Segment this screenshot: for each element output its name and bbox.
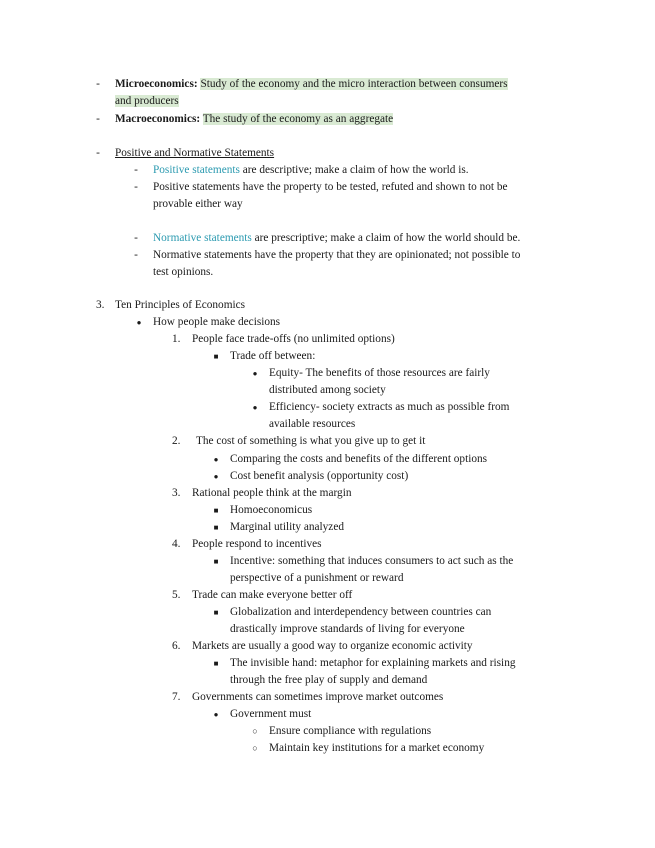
statements-heading: Positive and Normative Statements	[115, 147, 275, 159]
principle-6: Markets are usually a good way to organize economic activity	[192, 640, 473, 652]
p2-b: Cost benefit analysis (opportunity cost)	[230, 470, 409, 482]
disc-bullet: ●	[213, 710, 219, 719]
p6-a-line2: through the free play of supply and demand	[230, 674, 428, 686]
dash-bullet: -	[96, 147, 100, 159]
p1-equity-line2: distributed among society	[269, 384, 386, 396]
disc-bullet: ●	[252, 369, 258, 378]
num-2: 2.	[172, 435, 181, 447]
positive-term-link[interactable]: Positive statements	[153, 164, 240, 176]
dash-bullet: -	[134, 232, 138, 244]
macro-term: Macroeconomics:	[115, 113, 201, 125]
p7-a2: Maintain key institutions for a market economy	[269, 742, 485, 754]
dash-bullet: -	[96, 113, 100, 125]
disc-bullet: ●	[213, 455, 219, 464]
num-7: 7.	[172, 691, 181, 703]
principles-heading: Ten Principles of Economics	[115, 299, 246, 311]
dash-bullet: -	[96, 78, 100, 90]
principle-2: The cost of something is what you give up to get it	[196, 435, 426, 447]
macro-definition	[115, 111, 393, 128]
circle-bullet: ○	[252, 743, 258, 753]
square-bullet: ■	[213, 557, 219, 566]
micro-def-line2: and producers	[115, 95, 179, 107]
micro-def-line1: Study of the economy and the micro interaction between consumers	[200, 78, 508, 90]
num-4: 4.	[172, 538, 181, 550]
p3-b: Marginal utility analyzed	[230, 521, 344, 533]
num-6: 6.	[172, 640, 181, 652]
normative-term-link[interactable]: Normative statements	[153, 232, 252, 244]
p7-a1: Ensure compliance with regulations	[269, 725, 432, 737]
p4-a-line2: perspective of a punishment or reward	[230, 572, 404, 584]
p6-a-line1: The invisible hand: metaphor for explaining markets and rising	[230, 657, 516, 669]
disc-bullet: ●	[252, 403, 258, 412]
square-bullet: ■	[213, 659, 219, 668]
principle-4: People respond to incentives	[192, 538, 322, 550]
p5-a-line1: Globalization and interdependency between countries can	[230, 606, 492, 618]
circle-bullet: ○	[252, 726, 258, 736]
p4-a-line1: Incentive: something that induces consumers to act such as the	[230, 555, 514, 567]
p2-a: Comparing the costs and benefits of the different options	[230, 453, 488, 465]
p3-a: Homoeconomicus	[230, 504, 313, 516]
micro-definition	[115, 76, 508, 93]
square-bullet: ■	[213, 523, 219, 532]
disc-bullet: ●	[213, 472, 219, 481]
positive-statement	[153, 162, 469, 179]
micro-term: Microeconomics:	[115, 78, 198, 90]
p1-equity-line1: Equity- The benefits of those resources are fairly	[269, 367, 490, 379]
square-bullet: ■	[213, 608, 219, 617]
p1-sub: Trade off between:	[230, 350, 316, 362]
p5-a-line2: drastically improve standards of living for everyone	[230, 623, 465, 635]
normative-rest: are prescriptive; make a claim of how the world should be.	[251, 232, 521, 244]
p1-eff-line1: Efficiency- society extracts as much as possible from	[269, 401, 510, 413]
num-1: 1.	[172, 333, 181, 345]
macro-def: The study of the economy as an aggregate	[202, 113, 394, 125]
square-bullet: ■	[213, 506, 219, 515]
p1-eff-line2: available resources	[269, 418, 356, 430]
dash-bullet: -	[134, 164, 138, 176]
normative-statement	[153, 230, 520, 247]
dash-bullet: -	[134, 181, 138, 193]
disc-bullet: ●	[136, 318, 142, 327]
positive-prop-line2: provable either way	[153, 198, 243, 210]
num-3: 3.	[172, 487, 181, 499]
micro-definition-cont	[115, 93, 179, 110]
principle-5: Trade can make everyone better off	[192, 589, 353, 601]
principle-1: People face trade-offs (no unlimited options)	[192, 333, 395, 345]
principles-number: 3.	[96, 299, 105, 311]
normative-prop-line1: Normative statements have the property that they are opinionated; not possible to	[153, 249, 521, 261]
p7-a: Government must	[230, 708, 312, 720]
positive-rest: are descriptive; make a claim of how the world is.	[239, 164, 469, 176]
square-bullet: ■	[213, 352, 219, 361]
positive-prop-line1: Positive statements have the property to be tested, refuted and shown to not be	[153, 181, 508, 193]
principle-7: Governments can sometimes improve market outcomes	[192, 691, 444, 703]
principle-3: Rational people think at the margin	[192, 487, 352, 499]
group-decisions: How people make decisions	[153, 316, 281, 328]
num-5: 5.	[172, 589, 181, 601]
dash-bullet: -	[134, 249, 138, 261]
normative-prop-line2: test opinions.	[153, 266, 214, 278]
